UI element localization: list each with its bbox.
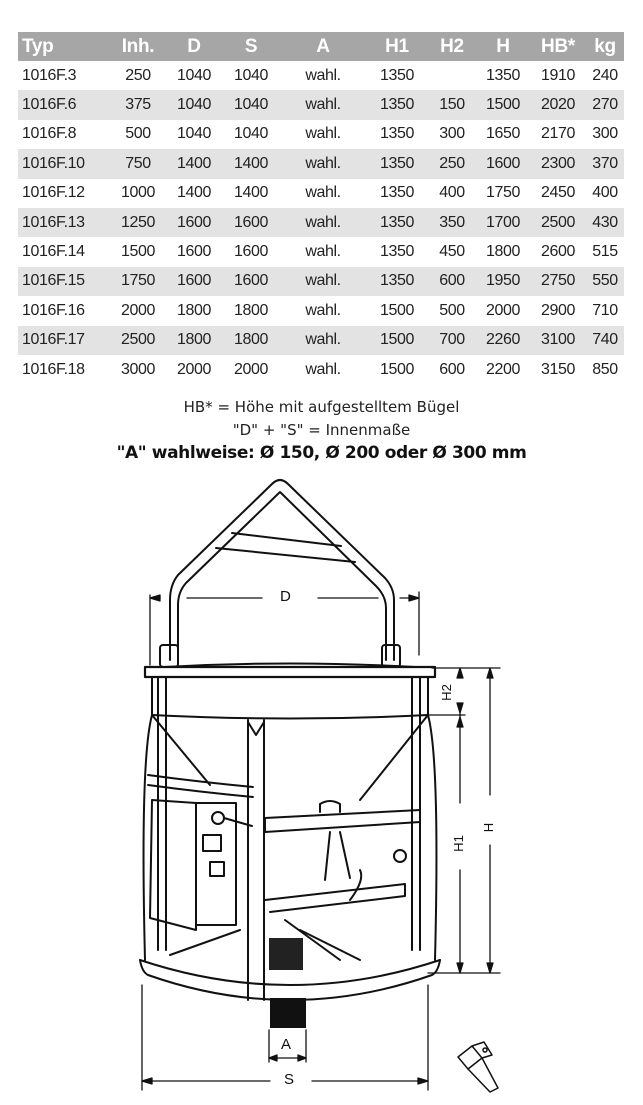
cell-hb: 3100 bbox=[530, 326, 586, 355]
cell-hb: 1910 bbox=[541, 66, 575, 84]
cell-h2: 450 bbox=[439, 243, 465, 261]
cell-h2: 700 bbox=[428, 326, 476, 355]
table-row bbox=[18, 296, 624, 325]
dimension-label-a: A bbox=[281, 1036, 292, 1053]
cell-hb: 3150 bbox=[541, 360, 575, 378]
cell-h: 1950 bbox=[476, 267, 530, 296]
notes bbox=[0, 396, 643, 465]
cell-s: 1800 bbox=[234, 301, 268, 319]
cell-a: wahl. bbox=[305, 243, 341, 261]
cell-a: wahl. bbox=[305, 125, 341, 143]
technical-drawing bbox=[0, 470, 643, 1100]
cell-s: 1600 bbox=[222, 267, 280, 296]
cell-a: wahl. bbox=[280, 149, 366, 178]
cell-inh: 2500 bbox=[110, 326, 166, 355]
header-h1: H1 bbox=[366, 32, 428, 61]
cell-a: wahl. bbox=[280, 208, 366, 237]
cell-kg: 515 bbox=[592, 243, 618, 261]
cell-d: 1800 bbox=[166, 326, 222, 355]
cell-h: 1700 bbox=[476, 208, 530, 237]
cell-kg: 240 bbox=[592, 66, 618, 84]
cell-d: 1600 bbox=[166, 208, 222, 237]
cell-s: 1600 bbox=[234, 243, 268, 261]
table-row bbox=[18, 149, 624, 178]
cell-inh: 3000 bbox=[121, 360, 155, 378]
cell-hb: 2750 bbox=[530, 267, 586, 296]
cell-typ: 1016F.3 bbox=[22, 66, 77, 84]
header-h2: H2 bbox=[428, 32, 476, 61]
table-row bbox=[18, 179, 624, 208]
cell-d: 1800 bbox=[177, 301, 211, 319]
dimension-label-h: H bbox=[481, 822, 497, 833]
cell-a: wahl. bbox=[280, 267, 366, 296]
cell-kg: 300 bbox=[592, 125, 618, 143]
cell-h: 1650 bbox=[486, 125, 520, 143]
cell-s: 1040 bbox=[234, 125, 268, 143]
cell-typ: 1016F.13 bbox=[18, 208, 110, 237]
cell-h1: 1500 bbox=[366, 326, 428, 355]
cell-h2 bbox=[428, 61, 476, 90]
dimension-label-h2: H2 bbox=[438, 684, 454, 701]
cell-typ: 1016F.16 bbox=[22, 301, 85, 319]
cell-s: 1040 bbox=[234, 66, 268, 84]
cell-inh: 1000 bbox=[121, 184, 155, 202]
cell-d: 1040 bbox=[177, 66, 211, 84]
cell-hb: 2300 bbox=[530, 149, 586, 178]
cell-s: 1400 bbox=[222, 149, 280, 178]
cell-h2: 600 bbox=[439, 360, 465, 378]
cell-s: 1600 bbox=[222, 208, 280, 237]
note-inner-dimensions: "D" + "S" = Innenmaße bbox=[232, 421, 411, 439]
header-a: A bbox=[280, 32, 366, 61]
cell-h1: 1350 bbox=[366, 149, 428, 178]
cell-h1: 1500 bbox=[380, 301, 414, 319]
cell-typ: 1016F.14 bbox=[22, 243, 85, 261]
header-typ: Typ bbox=[18, 32, 110, 61]
cell-hb: 2500 bbox=[530, 208, 586, 237]
table-row bbox=[18, 208, 624, 237]
table-row bbox=[18, 90, 624, 119]
cell-inh: 1250 bbox=[110, 208, 166, 237]
concrete-bucket-drawing bbox=[0, 470, 643, 1100]
table-row bbox=[18, 61, 624, 90]
cell-kg: 710 bbox=[592, 301, 618, 319]
cell-h1: 1350 bbox=[366, 90, 428, 119]
cell-a: wahl. bbox=[305, 301, 341, 319]
cell-kg: 430 bbox=[586, 208, 624, 237]
cell-h1: 1350 bbox=[380, 243, 414, 261]
cell-a: wahl. bbox=[305, 66, 341, 84]
cell-inh: 1500 bbox=[121, 243, 155, 261]
cell-h: 1350 bbox=[486, 66, 520, 84]
cell-a: wahl. bbox=[305, 360, 341, 378]
cell-d: 1400 bbox=[177, 184, 211, 202]
cell-h2: 600 bbox=[428, 267, 476, 296]
cell-typ: 1016F.17 bbox=[18, 326, 110, 355]
cell-h2: 150 bbox=[428, 90, 476, 119]
cell-s: 1040 bbox=[222, 90, 280, 119]
cell-hb: 2170 bbox=[541, 125, 575, 143]
header-s: S bbox=[222, 32, 280, 61]
cell-typ: 1016F.8 bbox=[22, 125, 77, 143]
cell-hb: 2020 bbox=[530, 90, 586, 119]
cell-kg: 850 bbox=[592, 360, 618, 378]
cell-h1: 1350 bbox=[380, 125, 414, 143]
table-row bbox=[18, 267, 624, 296]
cell-h: 2200 bbox=[486, 360, 520, 378]
cell-d: 1400 bbox=[166, 149, 222, 178]
cell-kg: 270 bbox=[586, 90, 624, 119]
cell-hb: 2900 bbox=[541, 301, 575, 319]
note-hb-definition: HB* = Höhe mit aufgestelltem Bügel bbox=[183, 398, 460, 416]
cell-d: 1040 bbox=[177, 125, 211, 143]
cell-inh: 250 bbox=[125, 66, 151, 84]
cell-d: 1600 bbox=[177, 243, 211, 261]
table-row bbox=[18, 326, 624, 355]
header-kg: kg bbox=[586, 32, 624, 61]
cell-kg: 370 bbox=[586, 149, 624, 178]
cell-inh: 1750 bbox=[110, 267, 166, 296]
cell-h1: 1500 bbox=[380, 360, 414, 378]
cell-h2: 400 bbox=[439, 184, 465, 202]
cell-kg: 550 bbox=[586, 267, 624, 296]
table-header-row bbox=[18, 32, 624, 61]
dimension-label-d: D bbox=[280, 588, 291, 605]
cell-inh: 750 bbox=[110, 149, 166, 178]
cell-s: 1800 bbox=[222, 326, 280, 355]
cell-hb: 2600 bbox=[541, 243, 575, 261]
cell-d: 2000 bbox=[177, 360, 211, 378]
cell-h: 2260 bbox=[476, 326, 530, 355]
table-row bbox=[18, 120, 624, 149]
cell-typ: 1016F.18 bbox=[22, 360, 85, 378]
cell-typ: 1016F.6 bbox=[18, 90, 110, 119]
spec-table bbox=[18, 32, 624, 384]
cell-h: 1500 bbox=[476, 90, 530, 119]
cell-a: wahl. bbox=[305, 184, 341, 202]
cell-kg: 740 bbox=[586, 326, 624, 355]
cell-kg: 400 bbox=[592, 184, 618, 202]
dimension-label-s: S bbox=[284, 1071, 295, 1088]
cell-h2: 500 bbox=[439, 301, 465, 319]
cell-h2: 250 bbox=[428, 149, 476, 178]
cell-h1: 1350 bbox=[366, 208, 428, 237]
dimension-label-h1: H1 bbox=[450, 835, 466, 852]
cell-s: 2000 bbox=[234, 360, 268, 378]
cell-inh: 375 bbox=[110, 90, 166, 119]
table-row bbox=[18, 237, 624, 266]
cell-h2: 350 bbox=[428, 208, 476, 237]
table-row bbox=[18, 355, 624, 384]
cell-h1: 1350 bbox=[366, 267, 428, 296]
header-h: H bbox=[476, 32, 530, 61]
note-outlet-options: "A" wahlweise: Ø 150, Ø 200 oder Ø 300 mm bbox=[116, 443, 527, 463]
cell-h: 1600 bbox=[476, 149, 530, 178]
cell-s: 1400 bbox=[234, 184, 268, 202]
cell-h1: 1350 bbox=[380, 66, 414, 84]
cell-typ: 1016F.12 bbox=[22, 184, 85, 202]
header-d: D bbox=[166, 32, 222, 61]
header-hb: HB* bbox=[530, 32, 586, 61]
cell-typ: 1016F.15 bbox=[18, 267, 110, 296]
cell-typ: 1016F.10 bbox=[18, 149, 110, 178]
cell-h: 1750 bbox=[486, 184, 520, 202]
cell-a: wahl. bbox=[280, 326, 366, 355]
cell-h1: 1350 bbox=[380, 184, 414, 202]
cell-d: 1040 bbox=[166, 90, 222, 119]
header-inh: Inh. bbox=[110, 32, 166, 61]
cell-a: wahl. bbox=[280, 90, 366, 119]
cell-inh: 500 bbox=[125, 125, 151, 143]
cell-d: 1600 bbox=[166, 267, 222, 296]
cell-inh: 2000 bbox=[121, 301, 155, 319]
cell-h: 1800 bbox=[486, 243, 520, 261]
cell-h: 2000 bbox=[486, 301, 520, 319]
cell-hb: 2450 bbox=[541, 184, 575, 202]
cell-h2: 300 bbox=[439, 125, 465, 143]
